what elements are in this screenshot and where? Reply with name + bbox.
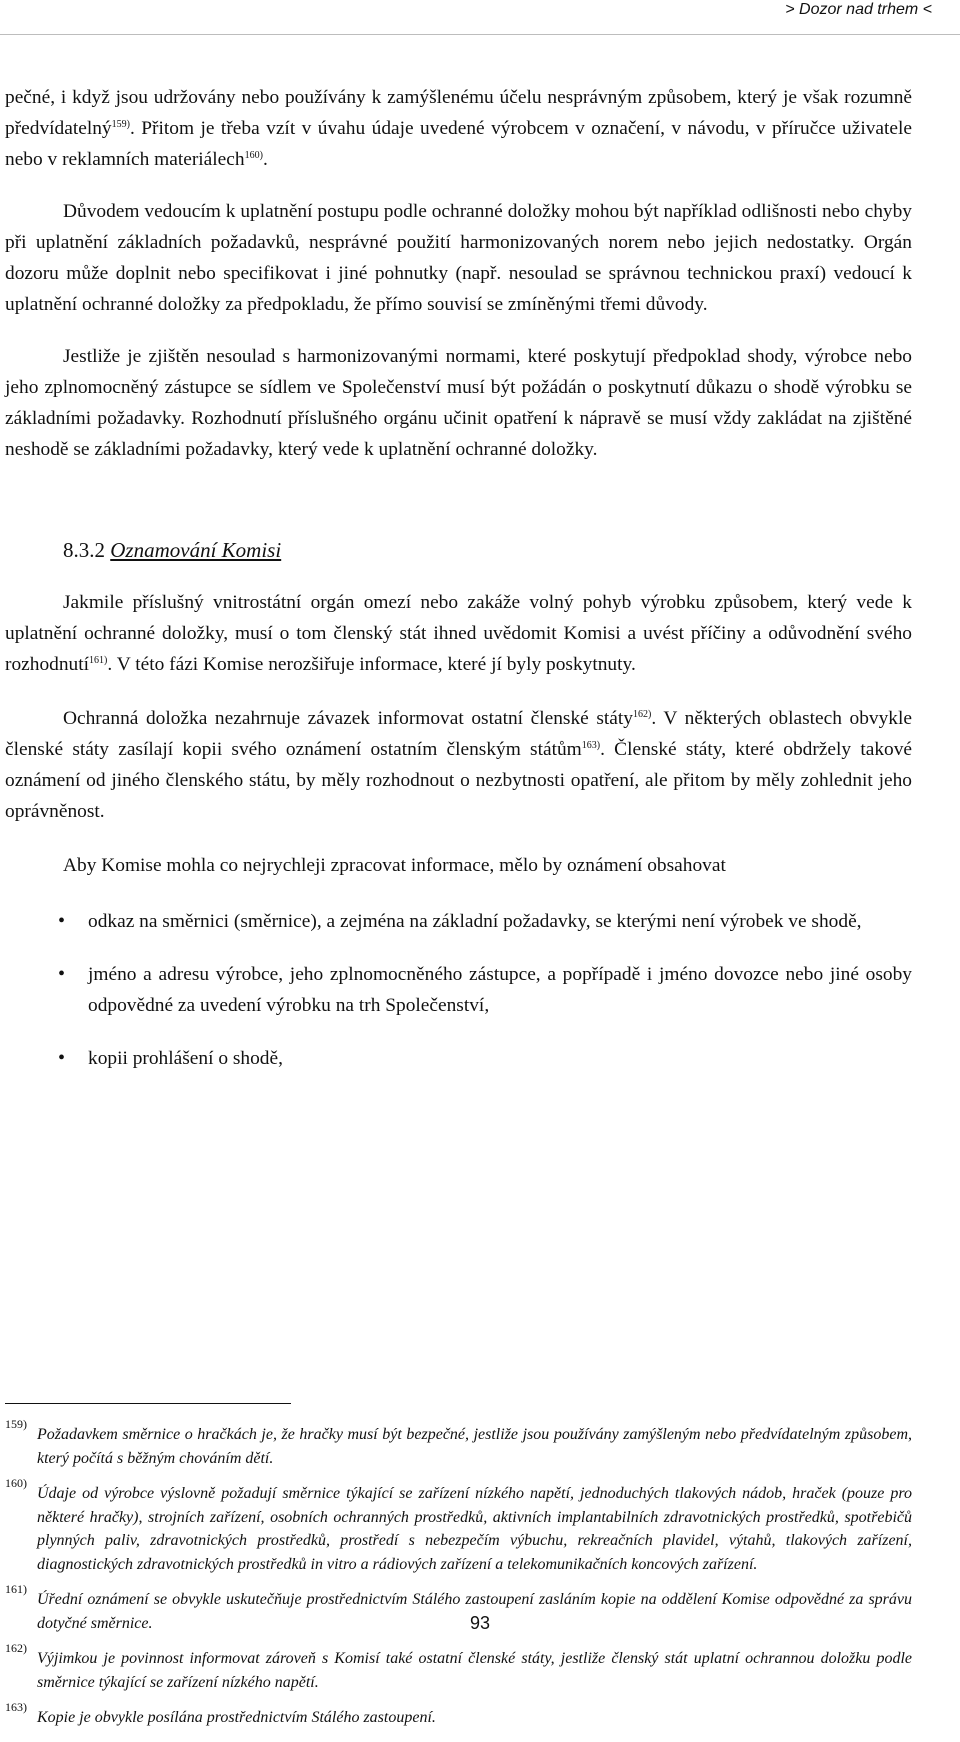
footnote-number: 160) xyxy=(5,1476,27,1490)
bullet-icon: • xyxy=(58,910,66,932)
footnote-ref-159[interactable]: 159) xyxy=(111,119,130,130)
footnote-text: Výjimkou je povinnost informovat zároveň s Komisí také ostatní členské státy, jestliže členský stát uplatní ochrannou doložku podle směrnice týkající se zařízení nízkého napětí. xyxy=(37,1650,912,1691)
section-number: 8.3.2 xyxy=(63,538,105,562)
footnote-text: Úřední oznámení se obvykle uskutečňuje prostřednictvím Stálého zastoupení zasláním kopie na oddělení Komise odpovědné za správu dotyčné směrnice. xyxy=(37,1591,912,1632)
section-heading xyxy=(5,535,912,565)
header-divider xyxy=(0,34,960,35)
footnote-number: 161) xyxy=(5,1582,27,1596)
bullet-list xyxy=(5,906,912,1074)
list-item: • jméno a adresu výrobce, jeho zplnomocněného zástupce, a popřípadě i jméno dovozce nebo jiné osoby odpovědné za uvedení výrobku na trh Společenství, xyxy=(5,959,912,1021)
footnote-text: Požadavkem směrnice o hračkách je, že hračky musí být bezpečné, jestliže jsou používány zamýšleným nebo předvídatelným způsobem, který počítá s běžným chováním dětí. xyxy=(37,1426,912,1467)
paragraph-contents: Aby Komise mohla co nejrychleji zpracovat informace, mělo by oznámení obsahovat xyxy=(63,855,726,876)
footnote-number: 162) xyxy=(5,1641,27,1655)
footnote-ref-161[interactable]: 161) xyxy=(89,655,108,666)
footnote-number: 159) xyxy=(5,1417,27,1431)
footnotes xyxy=(5,1417,912,1742)
paragraph-continuation: pečné, i když jsou udržovány nebo používány k zamýšlenému účelu nesprávným způsobem, který je však rozumně předvídatelný$^{159)}$. Přitom je třeba vzít v úvahu údaje uvedené výrobcem v označení, v návodu, v příručce uživatele nebo v reklamních materiálech$^{160)}$. xyxy=(5,87,912,170)
footnote-ref-162[interactable]: 162) xyxy=(633,709,652,720)
footnote-number: 163) xyxy=(5,1700,27,1714)
footnote xyxy=(5,1641,912,1694)
body-text xyxy=(5,82,912,1074)
footnote-divider xyxy=(5,1403,291,1404)
section-title: Oznamování Komisi xyxy=(110,538,282,562)
running-header: > Dozor nad trhem < xyxy=(785,1,932,18)
footnote-ref-163[interactable]: 163) xyxy=(581,740,601,751)
list-item: • kopii prohlášení o shodě, xyxy=(5,1043,912,1074)
footnote-text: Údaje od výrobce výslovně požadují směrnice týkající se zařízení nízkého napětí, jednoduchých tlakových nádob, hraček (pouze pro některé hračky), strojních zařízení, osobních ochranných prostředků, aktivních implantabilních zdravotnických prostředků, spotřebičů plynných paliv, zdravotnických prostředků, prostředí s nebezpečím výbuchu, rekreačních plavidel, výtahů, tlakových zařízení, diagnostických zdravotnických prostředků in vitro a rádiových zařízení a telekomunikačních koncových zařízení. xyxy=(37,1485,912,1573)
footnote-ref-160[interactable]: 160) xyxy=(244,150,263,161)
footnote xyxy=(5,1700,912,1730)
paragraph-notification: Jakmile příslušný vnitrostátní orgán omezí nebo zakáže volný pohyb výrobku způsobem, který vede k uplatnění ochranné doložky, musí o tom členský stát ihned uvědomit Komisi a uvést příčiny a odůvodnění svého rozhodnutí$^{161)}$. V této fázi Komise nerozšiřuje informace, které jí byly poskytnuty. xyxy=(5,592,912,675)
paragraph-reasons: Důvodem vedoucím k uplatnění postupu podle ochranné doložky mohou být například odlišnosti nebo chyby při uplatnění základních požadavků, nesprávné použití harmonizovaných norem nebo jejich nedostatky. Orgán dozoru může doplnit nebo specifikovat i jiné pohnutky (např. nesoulad se správnou technickou praxí) vedoucí k uplatnění ochranné doložky za předpokladu, že přímo souvisí se zmíněnými třemi důvody. xyxy=(5,201,912,315)
footnote xyxy=(5,1417,912,1470)
bullet-icon: • xyxy=(58,1047,66,1069)
paragraph-safeguard: Ochranná doložka nezahrnuje závazek informovat ostatní členské státy$^{162)}$. V některých oblastech obvykle členské státy zasílají kopii svého oznámení ostatním členským státům$^{163)}$. Členské státy, které obdržely takové oznámení od jiného členského státu, by měly rozhodnout o nezbytnosti opatření, ale přitom by měly zohlednit jeho oprávněnost. xyxy=(5,708,913,822)
footnote xyxy=(5,1476,912,1576)
page-number: 93 xyxy=(469,1613,491,1633)
bullet-icon: • xyxy=(58,963,66,985)
paragraph-nonconformity: Jestliže je zjištěn nesoulad s harmonizovanými normami, které poskytují předpoklad shody, výrobce nebo jeho zplnomocněný zástupce se sídlem ve Společenství musí být požádán o poskytnutí důkazu o shodě výrobku se základními požadavky. Rozhodnutí příslušného orgánu učinit opatření k nápravě se musí vždy zakládat na zjištěné neshodě se základními požadavky, který vede k uplatnění ochranné doložky. xyxy=(5,346,912,460)
list-item: • odkaz na směrnici (směrnice), a zejména na základní požadavky, se kterými není výrobek ve shodě, xyxy=(5,906,912,937)
footnote-text: Kopie je obvykle posílána prostřednictvím Stálého zastoupení. xyxy=(37,1709,436,1726)
